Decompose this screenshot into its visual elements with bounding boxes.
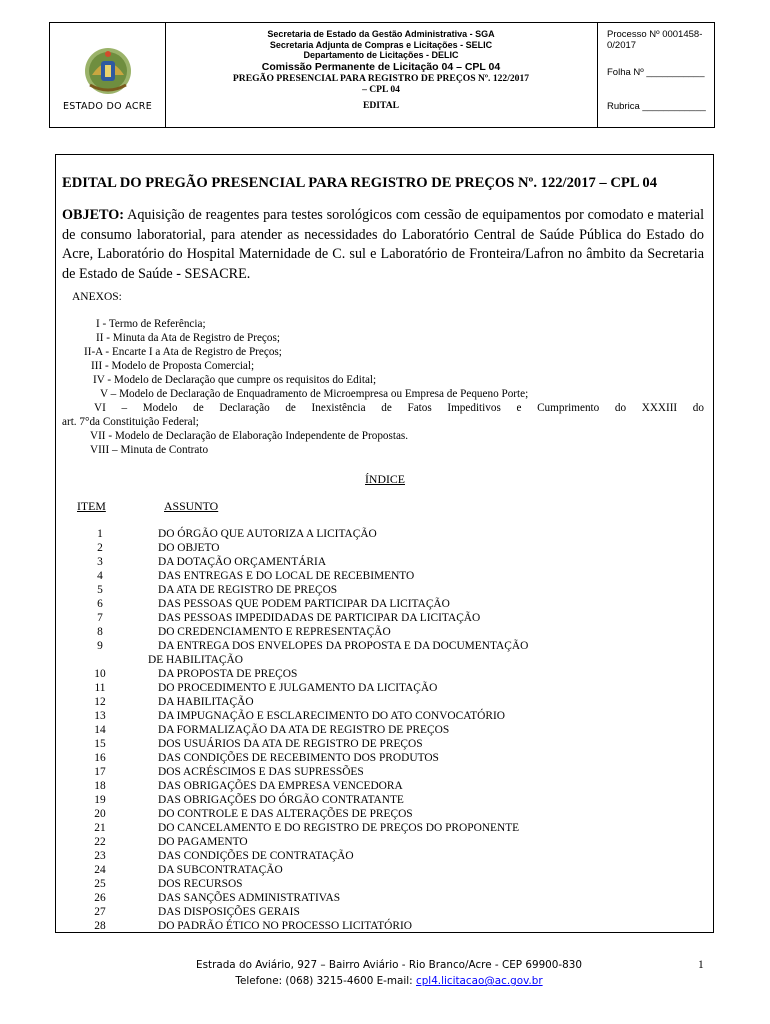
index-item-number: 3 <box>97 556 103 568</box>
anexo-item: VII - Modelo de Declaração de Elaboração Independente de Propostas. <box>90 430 409 442</box>
index-item-number: 21 <box>94 822 106 834</box>
footer-contact <box>0 975 770 987</box>
index-item-title: DO CREDENCIAMENTO E REPRESENTAÇÃO <box>158 626 391 638</box>
index-item-number: 28 <box>94 920 106 932</box>
index-item-title: DA ENTREGA DOS ENVELOPES DA PROPOSTA E DA DOCUMENTAÇÃO <box>158 640 529 652</box>
index-item-number: 17 <box>94 766 106 778</box>
anexo-item: V – Modelo de Declaração de Enquadramento de Microempresa ou Empresa de Pequeno Porte; <box>100 388 529 400</box>
index-item-number: 18 <box>94 780 106 792</box>
anexo-item-continued: art. 7°da Constituição Federal; <box>62 416 199 428</box>
header-title-cell <box>165 23 598 127</box>
folha-field: Folha Nº ___________ <box>607 67 705 78</box>
page-title: EDITAL DO PREGÃO PRESENCIAL PARA REGISTRO DE PREÇOS Nº. 122/2017 – CPL 04 <box>62 175 657 191</box>
index-item-number: 16 <box>94 752 106 764</box>
anexo-item: VI – Modelo de Declaração de Inexistência de Fatos Impeditivos e Cumprimento do XXXIII do <box>94 402 704 414</box>
index-item-title: DO CANCELAMENTO E DO REGISTRO DE PREÇOS DO PROPONENTE <box>158 822 520 834</box>
index-item-title: DAS CONDIÇÕES DE RECEBIMENTO DOS PRODUTOS <box>158 752 439 764</box>
anexo-item: I - Termo de Referência; <box>96 318 206 330</box>
index-item-title: DOS USUÁRIOS DA ATA DE REGISTRO DE PREÇOS <box>158 738 423 750</box>
anexo-item: IV - Modelo de Declaração que cumpre os requisitos do Edital; <box>93 374 377 386</box>
anexo-item: III - Modelo de Proposta Comercial; <box>91 360 255 372</box>
index-item-title: DAS ENTREGAS E DO LOCAL DE RECEBIMENTO <box>158 570 415 582</box>
index-item-number: 6 <box>97 598 103 610</box>
index-item-number: 11 <box>94 682 106 694</box>
header-line-cpl: Comissão Permanente de Licitação 04 – CPL 04 <box>261 60 501 73</box>
processo-number: Processo Nº 0001458-0/2017 <box>607 29 703 51</box>
header-line-delic: Departamento de Licitações - DELIC <box>303 50 459 60</box>
index-item-number: 15 <box>94 738 106 750</box>
anexo-item: II-A - Encarte I a Ata de Registro de Preços; <box>84 346 282 358</box>
index-item-title: DA FORMALIZAÇÃO DA ATA DE REGISTRO DE PREÇOS <box>158 724 450 736</box>
index-item-title: DO PROCEDIMENTO E JULGAMENTO DA LICITAÇÃO <box>158 682 438 694</box>
email-link[interactable]: cpl4.licitacao@ac.gov.br <box>416 975 543 987</box>
column-header-assunto: ASSUNTO <box>164 499 219 513</box>
page-number: 1 <box>698 959 704 971</box>
objeto-label: OBJETO: <box>62 207 125 223</box>
index-item-title: DA PROPOSTA DE PREÇOS <box>158 668 298 680</box>
header-logo-cell <box>50 23 166 127</box>
index-item-title: DO PAGAMENTO <box>158 836 248 848</box>
index-item-number: 20 <box>94 808 106 820</box>
anexos-label: ANEXOS: <box>72 291 122 303</box>
column-header-item: ITEM <box>77 499 106 513</box>
index-item-title: DOS RECURSOS <box>158 878 243 890</box>
index-item-number: 12 <box>94 696 106 708</box>
index-item-number: 25 <box>94 878 106 890</box>
index-item-number: 14 <box>94 724 106 736</box>
index-item-title: DA SUBCONTRATAÇÃO <box>158 864 283 876</box>
index-item-number: 24 <box>94 864 106 876</box>
header-line-cpl04: – CPL 04 <box>362 83 400 95</box>
index-item-title: DAS SANÇÕES ADMINISTRATIVAS <box>158 892 341 904</box>
index-item-number: 2 <box>97 542 103 554</box>
index-item-number: 4 <box>97 570 103 582</box>
footer-address: Estrada do Aviário, 927 – Bairro Aviário - Rio Branco/Acre - CEP 69900-830 <box>196 959 582 971</box>
index-item-number: 7 <box>97 612 103 624</box>
estado-label: ESTADO DO ACRE <box>63 101 152 112</box>
header-line-sga: Secretaria de Estado da Gestão Administrativa - SGA <box>267 29 495 39</box>
index-item-number: 8 <box>97 626 103 638</box>
anexo-item: II - Minuta da Ata de Registro de Preços; <box>96 332 280 344</box>
index-item-title: DAS OBRIGAÇÕES DA EMPRESA VENCEDORA <box>158 780 403 792</box>
coat-of-arms-icon <box>82 45 134 97</box>
header-process-cell <box>597 23 714 127</box>
footer-phone: Telefone: (068) 3215-4600 E-mail: <box>235 975 416 987</box>
index-item-number: 9 <box>97 640 103 652</box>
header-line-edital: EDITAL <box>362 99 400 111</box>
index-item-title: DAS DISPOSIÇÕES GERAIS <box>158 906 300 918</box>
objeto-paragraph <box>62 206 704 284</box>
index-item-number: 10 <box>94 668 106 680</box>
index-item-title: DA DOTAÇÃO ORÇAMENTÁRIA <box>158 556 327 568</box>
index-item-number: 22 <box>94 836 106 848</box>
index-item-title: DAS CONDIÇÕES DE CONTRATAÇÃO <box>158 850 354 862</box>
indice-heading: ÍNDICE <box>365 472 405 486</box>
index-item-title: DO PADRÃO ÉTICO NO PROCESSO LICITATÓRIO <box>158 920 413 932</box>
objeto-text: Aquisição de reagentes para testes sorológicos com cessão de equipamentos por comodato e material de consumo laboratorial, para atender as necessidades do Laboratório Central de Saúde Pública do Estado do Acre, Laboratório do Hospital Maternidade de C. sul e Laboratório de Fronteira/Lafron no âmbito da Secretaria de Estado de Saúde - SESACRE. <box>62 207 705 282</box>
index-item-title: DO CONTROLE E DAS ALTERAÇÕES DE PREÇOS <box>158 808 413 820</box>
document-header <box>49 22 715 128</box>
index-item-title: DO ÓRGÃO QUE AUTORIZA A LICITAÇÃO <box>158 528 377 540</box>
index-item-number: 1 <box>97 528 103 540</box>
index-item-number: 23 <box>94 850 106 862</box>
index-item-title: DAS PESSOAS QUE PODEM PARTICIPAR DA LICITAÇÃO <box>158 598 450 610</box>
index-item-title: DA IMPUGNAÇÃO E ESCLARECIMENTO DO ATO CONVOCATÓRIO <box>158 710 506 722</box>
index-item-number: 19 <box>94 794 106 806</box>
index-item-title: DA ATA DE REGISTRO DE PREÇOS <box>158 584 338 596</box>
index-item-number: 5 <box>97 584 103 596</box>
index-item-title: DO OBJETO <box>158 542 220 554</box>
header-line-pregao: PREGÃO PRESENCIAL PARA REGISTRO DE PREÇOS Nº. 122/2017 <box>232 72 530 84</box>
anexo-item: VIII – Minuta de Contrato <box>90 444 209 456</box>
index-item-title: DAS OBRIGAÇÕES DO ÓRGÃO CONTRATANTE <box>158 794 404 806</box>
header-line-selic: Secretaria Adjunta de Compras e Licitações - SELIC <box>269 39 493 50</box>
index-item-title: DOS ACRÉSCIMOS E DAS SUPRESSÕES <box>158 766 364 778</box>
index-item-number: 26 <box>94 892 106 904</box>
index-item-title: DAS PESSOAS IMPEDIDADAS DE PARTICIPAR DA LICITAÇÃO <box>158 612 481 624</box>
index-item-title: DA HABILITAÇÃO <box>158 696 254 708</box>
index-item-title-continued: DE HABILITAÇÃO <box>148 654 243 666</box>
index-item-number: 13 <box>94 710 106 722</box>
rubrica-field: Rubrica ____________ <box>607 101 706 112</box>
index-item-number: 27 <box>94 906 106 918</box>
